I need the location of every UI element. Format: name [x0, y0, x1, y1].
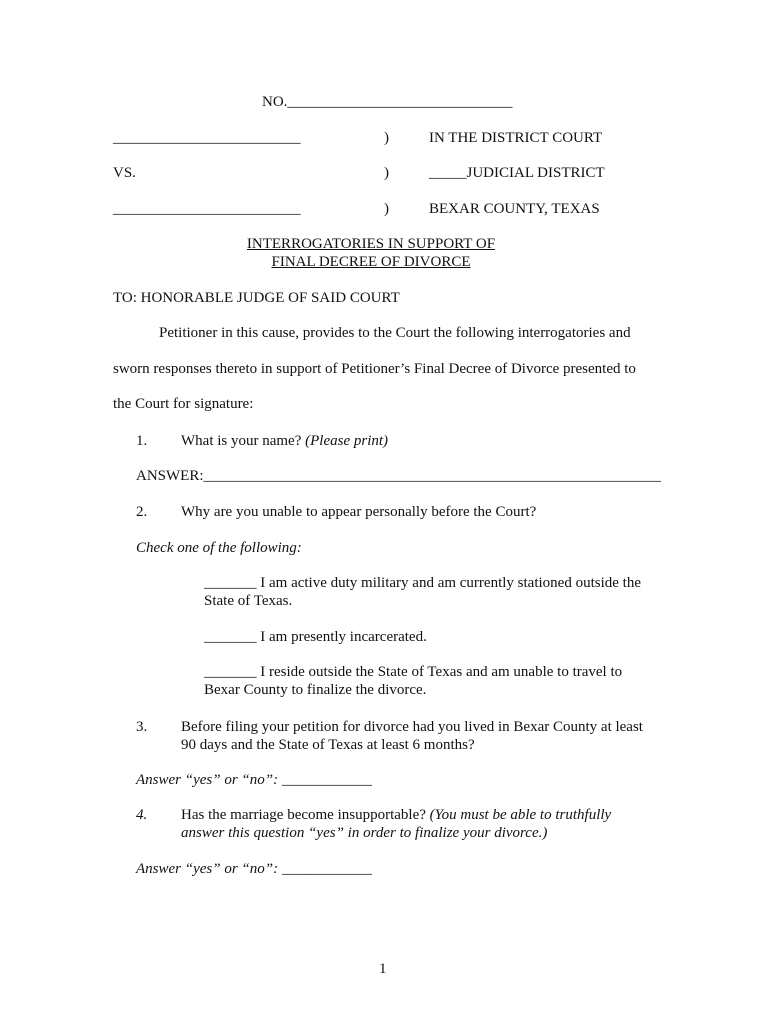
question-text: Before filing your petition for divorce had you lived in Bexar County at least: [181, 719, 643, 735]
option-line: _______ I am active duty military and am currently stationed outside the: [204, 575, 641, 591]
option-line: State of Texas.: [204, 593, 293, 609]
question-number: 1.: [136, 433, 148, 449]
petitioner-name-blank: _________________________: [113, 130, 301, 146]
option-line: _______ I reside outside the State of Texas and am unable to travel to: [204, 664, 623, 680]
court-name: IN THE DISTRICT COURT: [429, 130, 603, 146]
county-state: BEXAR COUNTY, TEXAS: [429, 201, 600, 217]
question-number: 3.: [136, 719, 148, 735]
question-text: 90 days and the State of Texas at least 6 months?: [181, 737, 475, 753]
question-number: 2.: [136, 504, 148, 520]
question-note: answer this question “yes” in order to finalize your divorce.): [181, 825, 548, 841]
intro-line: sworn responses thereto in support of Petitioner’s Final Decree of Divorce presented to: [113, 361, 636, 377]
caption-paren: ): [384, 201, 389, 217]
answer-line: ANSWER:_____________________________________________________________: [136, 468, 661, 484]
page-number: 1: [379, 961, 387, 977]
document-title-line1: INTERROGATORIES IN SUPPORT OF: [246, 236, 496, 252]
check-instruction: Check one of the following:: [136, 540, 302, 556]
answer-line: Answer “yes” or “no”: ____________: [136, 772, 372, 788]
question-number: 4.: [136, 807, 148, 823]
answer-line: Answer “yes” or “no”: ____________: [136, 861, 372, 877]
question-note: (You must be able to truthfully: [429, 807, 612, 823]
option-line: Bexar County to finalize the divorce.: [204, 682, 427, 698]
document-title-line2: FINAL DECREE OF DIVORCE: [271, 254, 471, 270]
caption-paren: ): [384, 130, 389, 146]
option-line: _______ I am presently incarcerated.: [204, 629, 427, 645]
respondent-name-blank: _________________________: [113, 201, 301, 217]
question-text: What is your name? (Please print): [181, 433, 389, 449]
question-text: Why are you unable to appear personally before the Court?: [181, 504, 537, 520]
judicial-district: _____JUDICIAL DISTRICT: [429, 165, 605, 181]
intro-line: the Court for signature:: [113, 396, 254, 412]
question-note: (Please print): [305, 433, 389, 449]
versus-label: VS.: [113, 165, 136, 181]
salutation: TO: HONORABLE JUDGE OF SAID COURT: [113, 290, 400, 306]
intro-line: Petitioner in this cause, provides to the Court the following interrogatories and: [159, 325, 631, 341]
question-text: Has the marriage become insupportable? (You must be able to truthfully: [181, 807, 612, 823]
case-number-line: NO.______________________________: [262, 94, 513, 110]
caption-paren: ): [384, 165, 389, 181]
